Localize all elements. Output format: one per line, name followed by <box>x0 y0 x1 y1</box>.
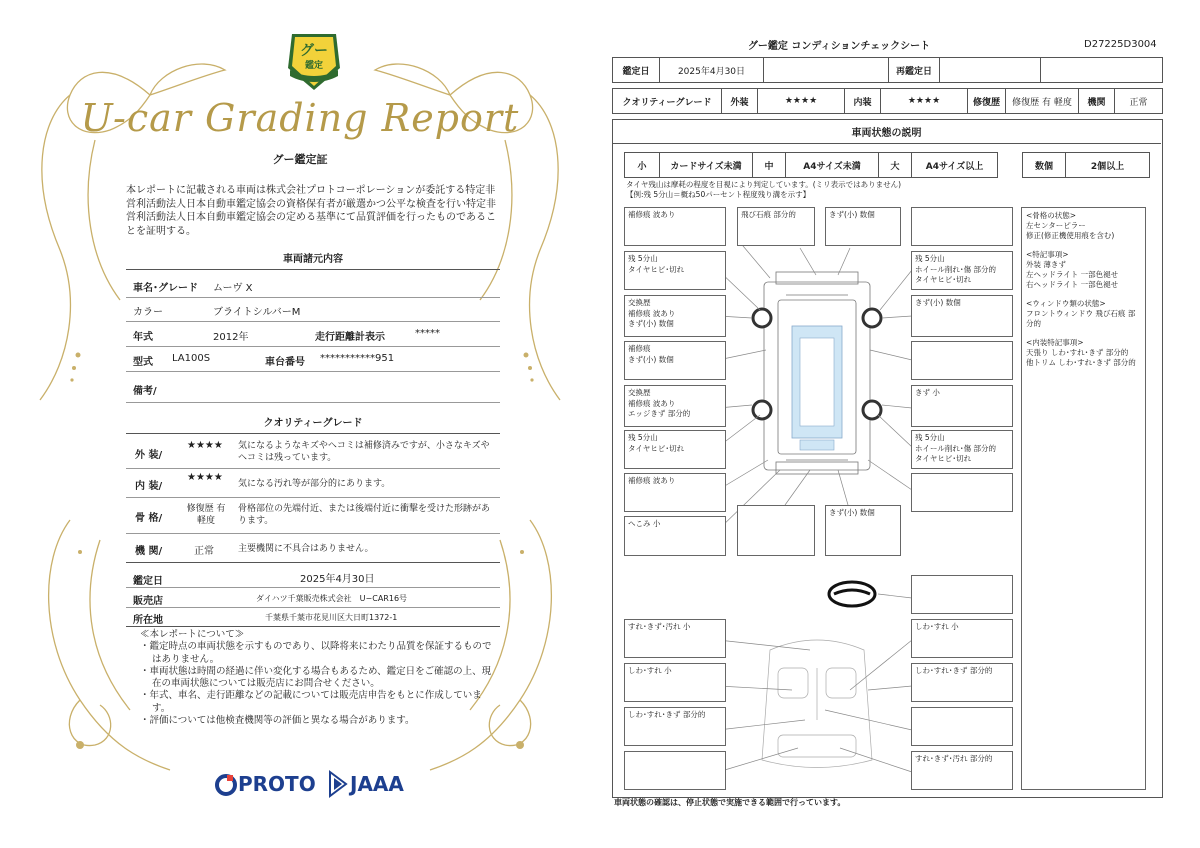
divider <box>126 562 500 563</box>
year-label: 年式 <box>133 332 153 343</box>
size-medium-key: 中 <box>753 153 786 177</box>
interior-diagram <box>762 640 872 768</box>
quality-section-title: クオリティーグレード <box>263 418 363 429</box>
condition-box-right-rear-door: きず 小 <box>911 385 1013 427</box>
frame-description: 骨格部位の先端付近、または後端付近に衝撃を受けた形跡があります。 <box>238 504 491 526</box>
mileage-label: 走行距離計表示 <box>315 332 385 343</box>
note-line: 修正(修正機使用痕を含む) <box>1026 231 1115 240</box>
appraisal-date-label: 鑑定日 <box>133 576 163 587</box>
condition-box-interior-passenger: しわ･すれ 小 <box>911 619 1013 658</box>
frame-grade: 修復歴 有 軽度 <box>186 504 226 526</box>
condition-box-back-door: きず(小) 数個 <box>825 505 901 556</box>
interior-notes-title: <内装特記事項> <box>1026 338 1084 347</box>
mileage-value: ***** <box>415 328 440 339</box>
exterior-label: 外 装/ <box>135 450 163 461</box>
date-label: 鑑定日 <box>613 58 660 82</box>
condition-box-tire-front-left: 残 5分山 タイヤヒビ･切れ <box>624 251 726 290</box>
exterior-label: 外装 <box>722 89 758 113</box>
engine-label: 機 関/ <box>135 546 163 557</box>
condition-box-left-fender: 交換歴 補修痕 波あり きず(小) 数個 <box>624 295 726 337</box>
exterior-grade: ★★★★ <box>758 89 845 113</box>
note-item: ・年式、車名、走行距離などの記載については販売店申告をもとに作成しています。 <box>140 690 482 714</box>
dealer-label: 販売店 <box>133 596 163 607</box>
interior-grade: ★★★★ <box>187 472 223 483</box>
car-name-value: ムーヴ X <box>213 283 253 294</box>
condition-box-left-quarter: 補修痕 波あり <box>624 473 726 512</box>
model-code-value: LA100S <box>172 353 211 364</box>
address-value: 千葉県千葉市花見川区大日町1372-1 <box>265 613 398 622</box>
engine-label: 機関 <box>1079 89 1115 113</box>
divider <box>126 433 500 434</box>
condition-box-rear-bumper <box>737 505 815 556</box>
steering-wheel-icon <box>829 582 875 606</box>
frame-label: 骨 格/ <box>135 513 163 524</box>
engine-description: 主要機関に不具合はありません。 <box>238 544 374 554</box>
condition-box-bonnet: きず(小) 数個 <box>825 207 901 246</box>
certificate-heading: グー鑑定証 <box>272 153 328 166</box>
condition-box-tire-rear-left: 残 5分山 タイヤヒビ･切れ <box>624 430 726 469</box>
engine-grade: 正常 <box>194 546 214 557</box>
recheck-date-label: 再鑑定日 <box>889 58 940 82</box>
repair-history-label: 修復歴 <box>968 89 1006 113</box>
certificate-statement: 本レポートに記載される車両は株式会社プロトコーポレーションが委託する特定非営利活動法人日本自動車鑑定協会の資格保有者が厳選かつ公平な検査を行い特定非営利活動法人日本自動車鑑定協会の定める基準にて品質評価を行ったものであることを証明する。 <box>126 185 496 237</box>
report-script-title: U-car Grading Report <box>80 96 520 140</box>
condition-box-interior-center <box>911 707 1013 746</box>
interior-description: 気になる汚れ等が部分的にあります。 <box>238 479 391 489</box>
condition-box-front-bumper: 飛び石痕 部分的 <box>737 207 815 246</box>
spec-section-title: 車両諸元内容 <box>283 254 343 265</box>
count-desc: 2個以上 <box>1090 161 1125 172</box>
rear-glass <box>800 440 834 450</box>
car-name-label: 車名･グレード <box>133 283 198 294</box>
divider <box>126 371 500 372</box>
sheet-title: グー鑑定 コンディションチェックシート <box>747 41 931 52</box>
color-value: ブライトシルバーM <box>213 307 301 318</box>
remarks-label: 備考/ <box>133 386 157 397</box>
condition-box-rear-left: へこみ 小 <box>624 516 726 556</box>
special-items-title: <特記事項> <box>1026 250 1069 259</box>
divider <box>126 607 500 608</box>
note-line: 外装 薄きず <box>1026 260 1066 269</box>
size-medium-desc: A4サイズ未満 <box>786 153 879 177</box>
color-label: カラー <box>133 307 163 318</box>
condition-box-interior-rear-right: すれ･きず･汚れ 部分的 <box>911 751 1013 790</box>
vehicle-condition-title: 車両状態の説明 <box>612 119 1161 144</box>
interior-label: 内 装/ <box>135 481 163 492</box>
window-status-title: <ウィンドウ類の状態> <box>1026 299 1106 308</box>
note-line: 天張り しわ･すれ･きず 部分的 <box>1026 348 1129 357</box>
address-label: 所在地 <box>133 615 163 626</box>
goo-kantei-badge <box>284 30 344 92</box>
exterior-description: 気になるようなキズやヘコミは補修済みですが、小さなキズやヘコミは残っています。 <box>238 441 490 463</box>
appraisal-date-value: 2025年4月30日 <box>300 574 375 585</box>
condition-box-right-door <box>911 341 1013 380</box>
proto-logo-icon <box>215 773 237 797</box>
condition-box-right-fender: きず(小) 数個 <box>911 295 1013 337</box>
divider <box>126 346 500 347</box>
condition-box-front-right <box>911 207 1013 246</box>
count-key: 数個 <box>1023 153 1066 177</box>
roof-panel <box>800 338 834 426</box>
condition-box-interior-rear-left: しわ･すれ･きず 部分的 <box>624 707 726 746</box>
condition-box-interior-driver: しわ･すれ 小 <box>624 663 726 702</box>
chassis-value: ***********951 <box>320 353 395 364</box>
note-line: 右ヘッドライト 一部色褪せ <box>1026 280 1119 289</box>
proto-logo: PROTO <box>238 772 316 796</box>
divider <box>126 533 500 534</box>
size-small-desc: カードサイズ未満 <box>660 153 753 177</box>
condition-box-interior-right: しわ･すれ･きず 部分的 <box>911 663 1013 702</box>
condition-box-interior-front: すれ･きず･汚れ 小 <box>624 619 726 658</box>
divider <box>126 497 500 498</box>
chassis-label: 車台番号 <box>265 357 305 368</box>
jaaa-logo-icon <box>328 770 348 798</box>
interior-label: 内装 <box>845 89 881 113</box>
condition-check-sheet <box>600 0 1200 848</box>
footer-note: 車両状態の確認は、停止状態で実施できる範囲で行っています。 <box>614 798 846 807</box>
note-line: 左ヘッドライト 一部色褪せ <box>1026 270 1119 279</box>
jaaa-logo: JAAA <box>350 772 404 796</box>
condition-box-tire-front-right: 残 5分山 ホイール削れ･傷 部分的 タイヤヒビ･切れ <box>911 251 1013 290</box>
divider <box>126 468 500 469</box>
interior-grade: ★★★★ <box>881 89 968 113</box>
special-notes-panel <box>1021 207 1146 790</box>
note-line: フロントウィンドウ 飛び石痕 部分的 <box>1026 309 1136 328</box>
divider <box>126 297 500 298</box>
svg-text:グー: グー <box>300 43 328 59</box>
note-line: 他トリム しわ･すれ･きず 部分的 <box>1026 358 1136 367</box>
condition-box-interior-rear <box>624 751 726 790</box>
divider <box>126 269 500 270</box>
condition-box-steering <box>911 575 1013 614</box>
tire-note-line: タイヤ残山は摩耗の程度を目視により判定しています。(ミリ表示ではありません) <box>626 180 902 189</box>
condition-box-left-door: 補修痕 きず(小) 数個 <box>624 341 726 380</box>
notes-title: ≪本レポートについて≫ <box>140 629 245 640</box>
size-large-desc: A4サイズ以上 <box>925 161 984 172</box>
frame-status-title: <骨格の状態> <box>1026 211 1077 220</box>
condition-box-tire-rear-right: 残 5分山 ホイール削れ･傷 部分的 タイヤヒビ･切れ <box>911 430 1013 469</box>
divider <box>126 321 500 322</box>
document-id: D27225D3004 <box>1084 39 1157 50</box>
quality-grade-label: クオリティーグレード <box>613 89 722 113</box>
tire-note-example: 【例:残 5分山＝概ね50パーセント程度残り溝を示す】 <box>626 190 811 199</box>
engine-value: 正常 <box>1129 97 1148 108</box>
size-large-key: 大 <box>879 153 912 177</box>
divider <box>126 402 500 403</box>
date-value: 2025年4月30日 <box>660 58 764 82</box>
divider <box>126 626 500 627</box>
model-code-label: 型式 <box>133 357 153 368</box>
condition-box-right-quarter <box>911 473 1013 512</box>
repair-history-value: 修復歴 有 軽度 <box>1006 89 1079 113</box>
note-item: ・車両状態は時間の経過に伴い変化する場合もあるため、鑑定日をご確認の上、現在の車両状態については販売店にお問合せください。 <box>140 665 492 690</box>
note-line: 左センターピラー <box>1026 221 1086 230</box>
report-notes <box>140 629 500 727</box>
condition-box-front-left: 補修痕 波あり <box>624 207 726 246</box>
dealer-value: ダイハツ千葉販売株式会社 U−CAR16号 <box>256 594 408 603</box>
condition-box-left-rear-door: 交換歴 補修痕 波あり エッジきず 部分的 <box>624 385 726 427</box>
note-item: ・評価については他検査機関等の評価と異なる場合があります。 <box>140 715 415 727</box>
svg-text:鑑定: 鑑定 <box>304 61 324 71</box>
note-item: ・鑑定時点の車両状態を示すものであり、以降将来にわたり品質を保証するものではありません。 <box>140 641 492 665</box>
divider <box>126 587 500 588</box>
size-small-key: 小 <box>625 153 660 177</box>
exterior-grade: ★★★★ <box>187 440 223 451</box>
year-value: 2012年 <box>213 332 249 343</box>
